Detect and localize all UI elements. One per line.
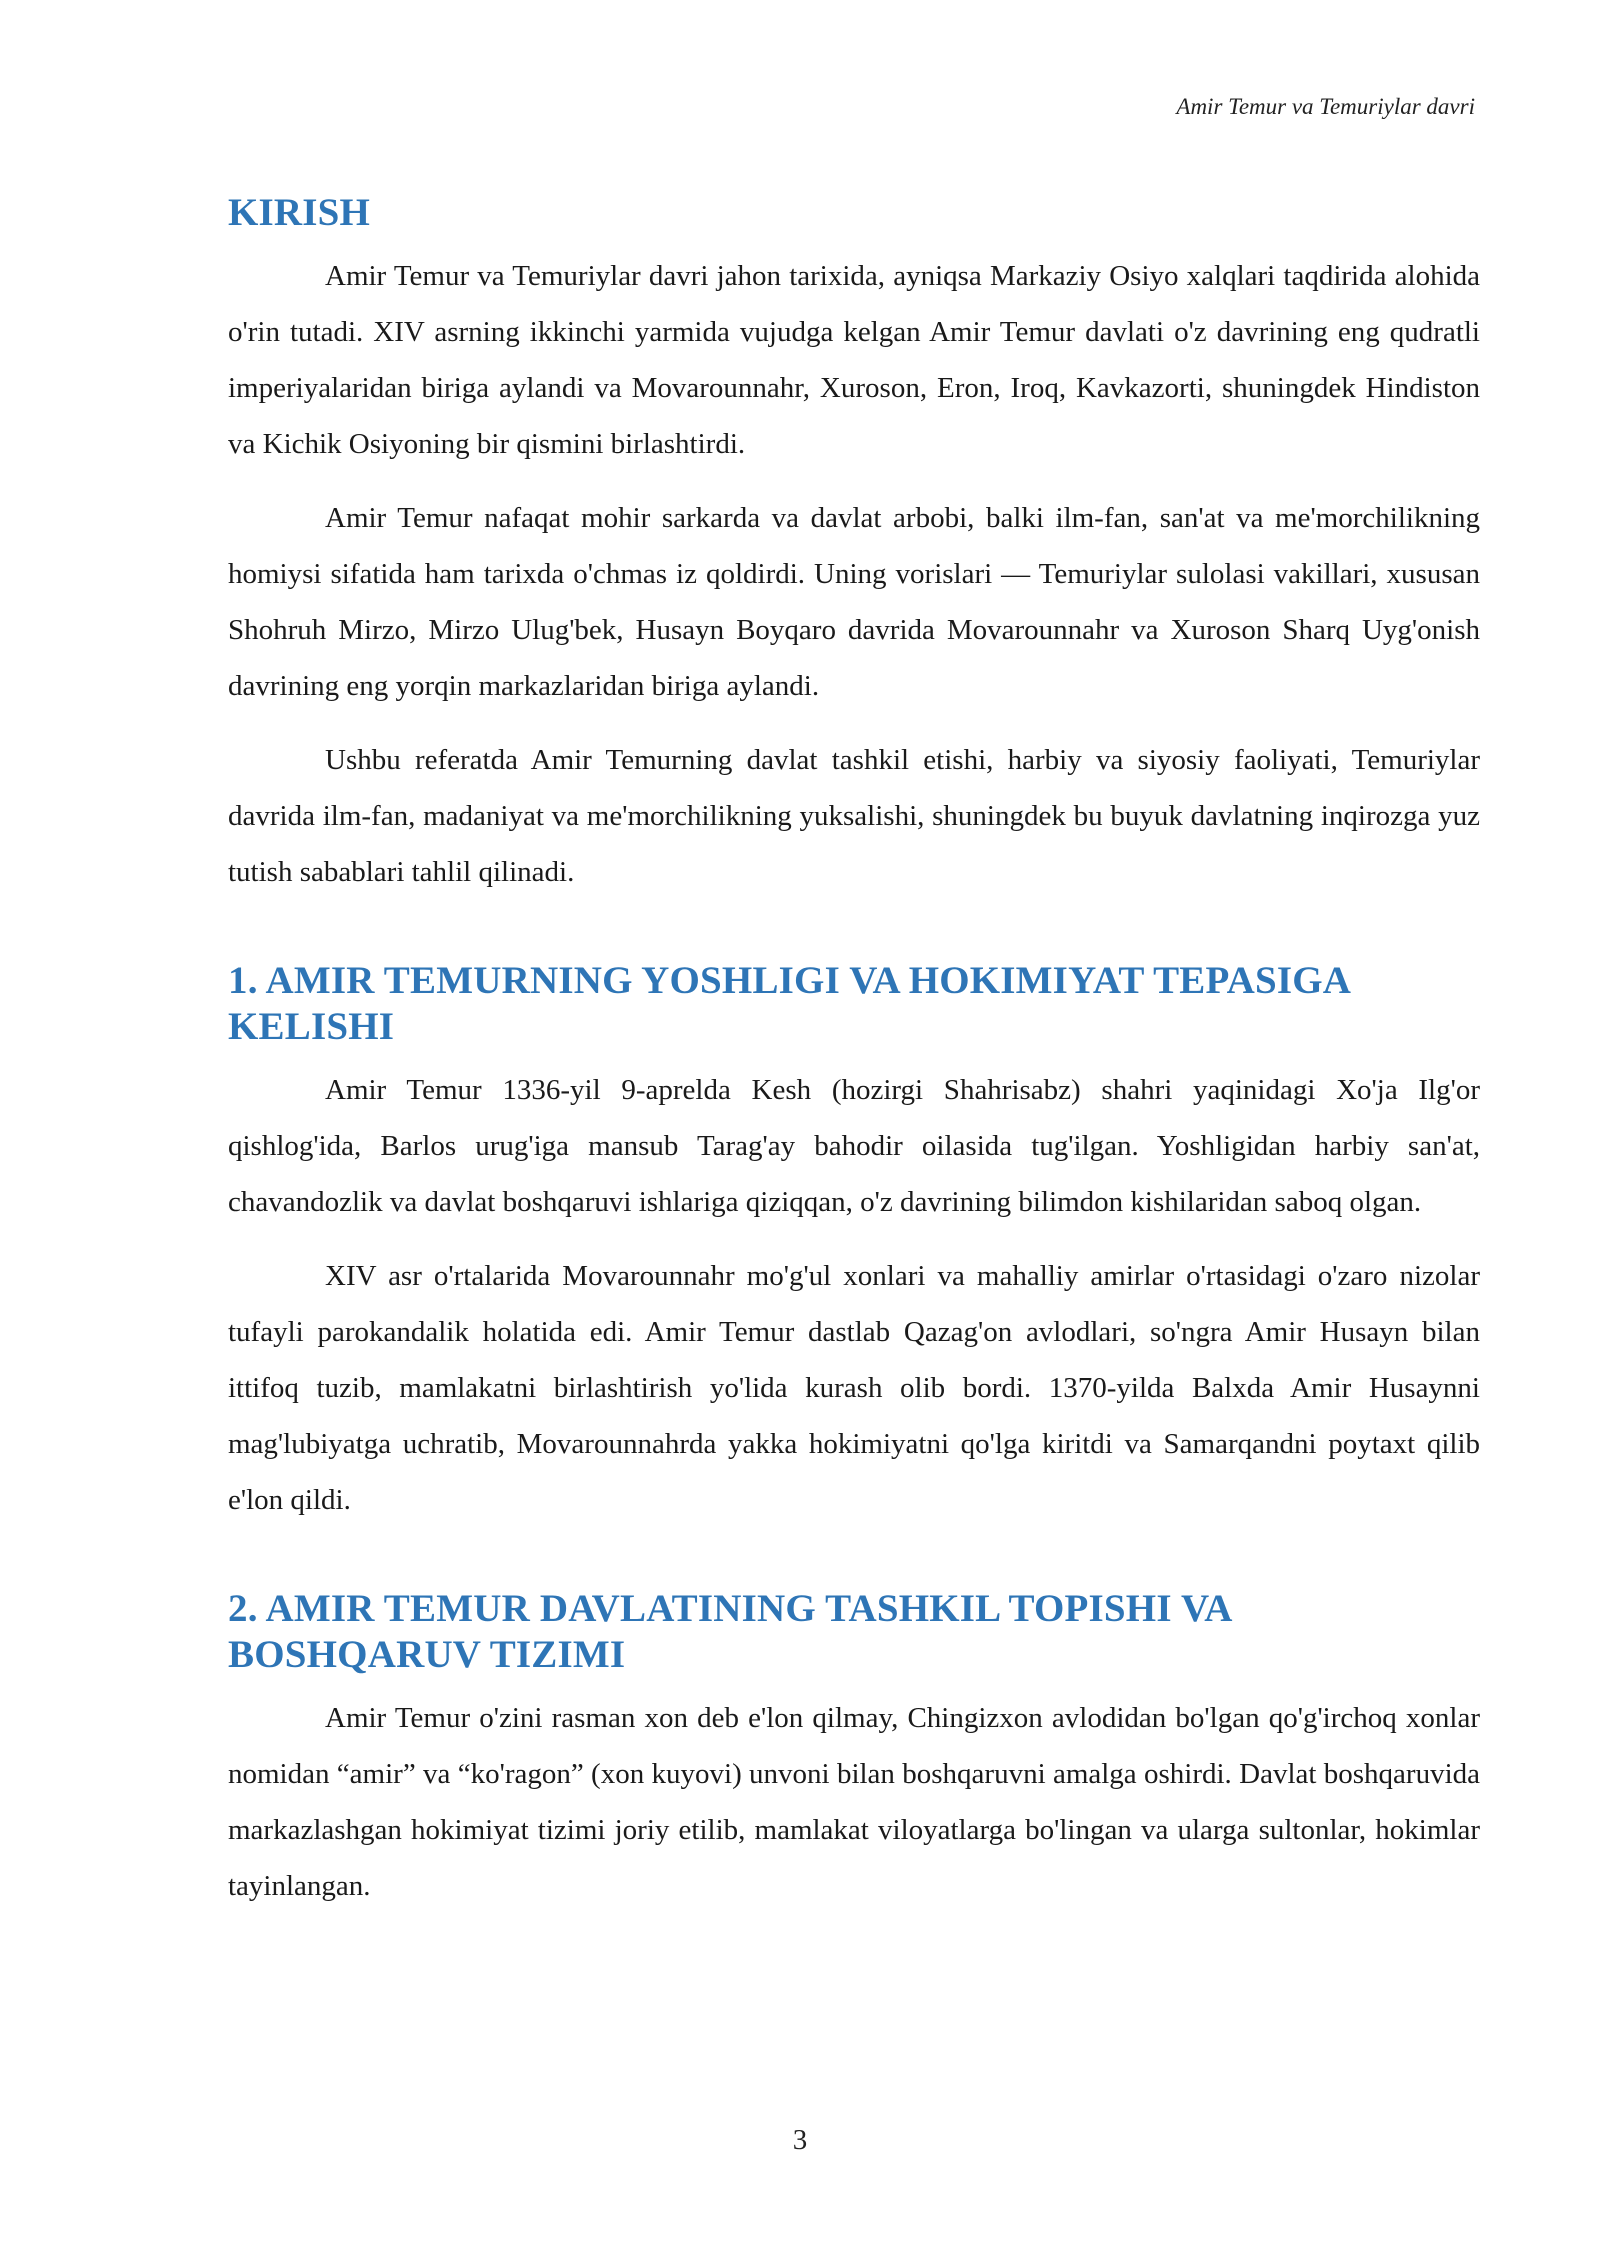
section-heading-2: 2. AMIR TEMUR DAVLATINING TASHKIL TOPISHI VA BOSHQARUV TIZIMI (228, 1587, 1231, 1676)
paragraph: XIV asr o'rtalarida Movarounnahr mo'g'ul xonlari va mahalliy amirlar o'rtasidagi o'zaro nizolar tufayli parokandalik holatida edi. Amir Temur dastlab Qazag'on avlodlari, so'ngra Amir Husayn bilan ittifoq tuzib, mamlakatni birlashtirish yo'lida kurash olib bordi. 1370-yilda Balxda Amir Husaynni mag'lubiyatga uchratib, Movarounnahrda yakka hokimiyatni qo'lga kiritdi va Samarqandni poytaxt qilib e'lon qildi. (228, 1260, 1480, 1516)
paragraph: Ushbu referatda Amir Temurning davlat tashkil etishi, harbiy va siyosiy faoliyati, Temuriylar davrida ilm-fan, madaniyat va me'morchilikning yuksalishi, shuningdek bu buyuk davlatning inqirozga yuz tutish sabablari tahlil qilinadi. (228, 744, 1480, 888)
paragraph: Amir Temur 1336-yil 9-aprelda Kesh (hozirgi Shahrisabz) shahri yaqinidagi Xo'ja Ilg'or qishlog'ida, Barlos urug'iga mansub Tarag'ay bahodir oilasida tug'ilgan. Yoshligidan harbiy san'at, chavandozlik va davlat boshqaruvi ishlariga qiziqqan, o'z davrining bilimdon kishilaridan saboq olgan. (228, 1074, 1480, 1218)
paragraph: Amir Temur o'zini rasman xon deb e'lon qilmay, Chingizxon avlodidan bo'lgan qo'g'irchoq xonlar nomidan “amir” va “ko'ragon” (xon kuyovi) unvoni bilan boshqaruvni amalga oshirdi. Davlat boshqaruvida markazlashgan hokimiyat tizimi joriy etilib, mamlakat viloyatlarga bo'lingan va ularga sultonlar, hokimlar tayinlangan. (228, 1702, 1480, 1902)
running-header: Amir Temur va Temuriylar davri (1176, 94, 1475, 119)
page-number: 3 (792, 2124, 808, 2156)
paragraph: Amir Temur va Temuriylar davri jahon tarixida, ayniqsa Markaziy Osiyo xalqlari taqdirida alohida o'rin tutadi. XIV asrning ikkinchi yarmida vujudga kelgan Amir Temur davlati o'z davrining eng qudratli imperiyalaridan biriga aylandi va Movarounnahr, Xuroson, Eron, Iroq, Kavkazorti, shuningdek Hindiston va Kichik Osiyoning bir qismini birlashtirdi. (228, 260, 1480, 460)
section-heading-kirish: KIRISH (228, 191, 371, 234)
paragraph: Amir Temur nafaqat mohir sarkarda va davlat arbobi, balki ilm-fan, san'at va me'morchilikning homiysi sifatida ham tarixda o'chmas iz qoldirdi. Uning vorislari — Temuriylar sulolasi vakillari, xususan Shohruh Mirzo, Mirzo Ulug'bek, Husayn Boyqaro davrida Movarounnahr va Xuroson Sharq Uyg'onish davrining eng yorqin markazlaridan biriga aylandi. (228, 502, 1480, 702)
page-content (228, 190, 1480, 1932)
section-heading-1: 1. AMIR TEMURNING YOSHLIGI VA HOKIMIYAT TEPASIGA KELISHI (228, 959, 1350, 1048)
